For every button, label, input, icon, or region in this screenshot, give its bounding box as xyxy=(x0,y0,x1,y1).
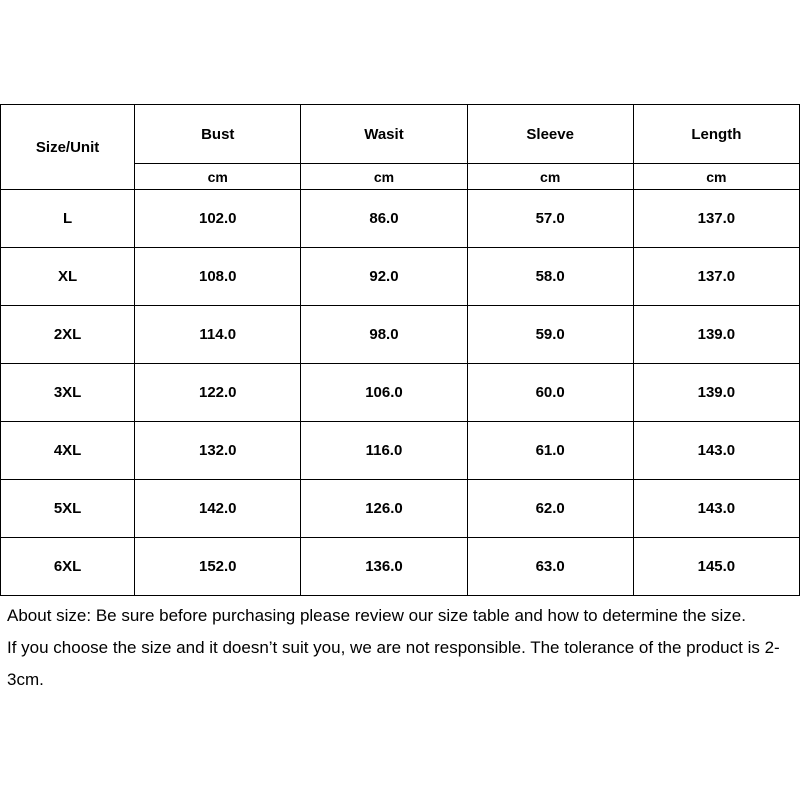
size-cell: 3XL xyxy=(1,364,135,422)
value-cell: 143.0 xyxy=(633,422,799,480)
value-cell: 139.0 xyxy=(633,364,799,422)
size-note xyxy=(7,600,797,696)
value-cell: 62.0 xyxy=(467,480,633,538)
size-cell: 6XL xyxy=(1,538,135,596)
value-cell: 136.0 xyxy=(301,538,467,596)
table-row xyxy=(1,364,800,422)
value-cell: 142.0 xyxy=(135,480,301,538)
table-row xyxy=(1,538,800,596)
value-cell: 57.0 xyxy=(467,190,633,248)
value-cell: 86.0 xyxy=(301,190,467,248)
value-cell: 152.0 xyxy=(135,538,301,596)
header-row xyxy=(1,105,800,164)
table-row xyxy=(1,422,800,480)
value-cell: 143.0 xyxy=(633,480,799,538)
table-row xyxy=(1,306,800,364)
column-header-length: Length xyxy=(633,105,799,164)
value-cell: 58.0 xyxy=(467,248,633,306)
size-unit-header: Size/Unit xyxy=(1,105,135,190)
unit-cell: cm xyxy=(301,164,467,190)
size-cell: 5XL xyxy=(1,480,135,538)
table-row xyxy=(1,248,800,306)
size-cell: L xyxy=(1,190,135,248)
value-cell: 116.0 xyxy=(301,422,467,480)
size-note-line: About size: Be sure before purchasing please review our size table and how to determine the size. xyxy=(7,606,746,625)
value-cell: 61.0 xyxy=(467,422,633,480)
table-body xyxy=(1,190,800,596)
value-cell: 137.0 xyxy=(633,248,799,306)
column-header-waist: Wasit xyxy=(301,105,467,164)
size-table xyxy=(0,104,800,596)
unit-cell: cm xyxy=(633,164,799,190)
value-cell: 59.0 xyxy=(467,306,633,364)
value-cell: 106.0 xyxy=(301,364,467,422)
size-cell: XL xyxy=(1,248,135,306)
value-cell: 108.0 xyxy=(135,248,301,306)
value-cell: 137.0 xyxy=(633,190,799,248)
value-cell: 139.0 xyxy=(633,306,799,364)
size-cell: 4XL xyxy=(1,422,135,480)
value-cell: 102.0 xyxy=(135,190,301,248)
unit-cell: cm xyxy=(135,164,301,190)
value-cell: 126.0 xyxy=(301,480,467,538)
size-note-line: If you choose the size and it doesn’t suit you, we are not responsible. The tolerance of the product is 2-3cm. xyxy=(7,638,780,689)
table-row xyxy=(1,480,800,538)
value-cell: 63.0 xyxy=(467,538,633,596)
unit-cell: cm xyxy=(467,164,633,190)
value-cell: 60.0 xyxy=(467,364,633,422)
value-cell: 122.0 xyxy=(135,364,301,422)
value-cell: 145.0 xyxy=(633,538,799,596)
value-cell: 114.0 xyxy=(135,306,301,364)
value-cell: 98.0 xyxy=(301,306,467,364)
table-row xyxy=(1,190,800,248)
value-cell: 92.0 xyxy=(301,248,467,306)
value-cell: 132.0 xyxy=(135,422,301,480)
size-cell: 2XL xyxy=(1,306,135,364)
column-header-sleeve: Sleeve xyxy=(467,105,633,164)
column-header-bust: Bust xyxy=(135,105,301,164)
